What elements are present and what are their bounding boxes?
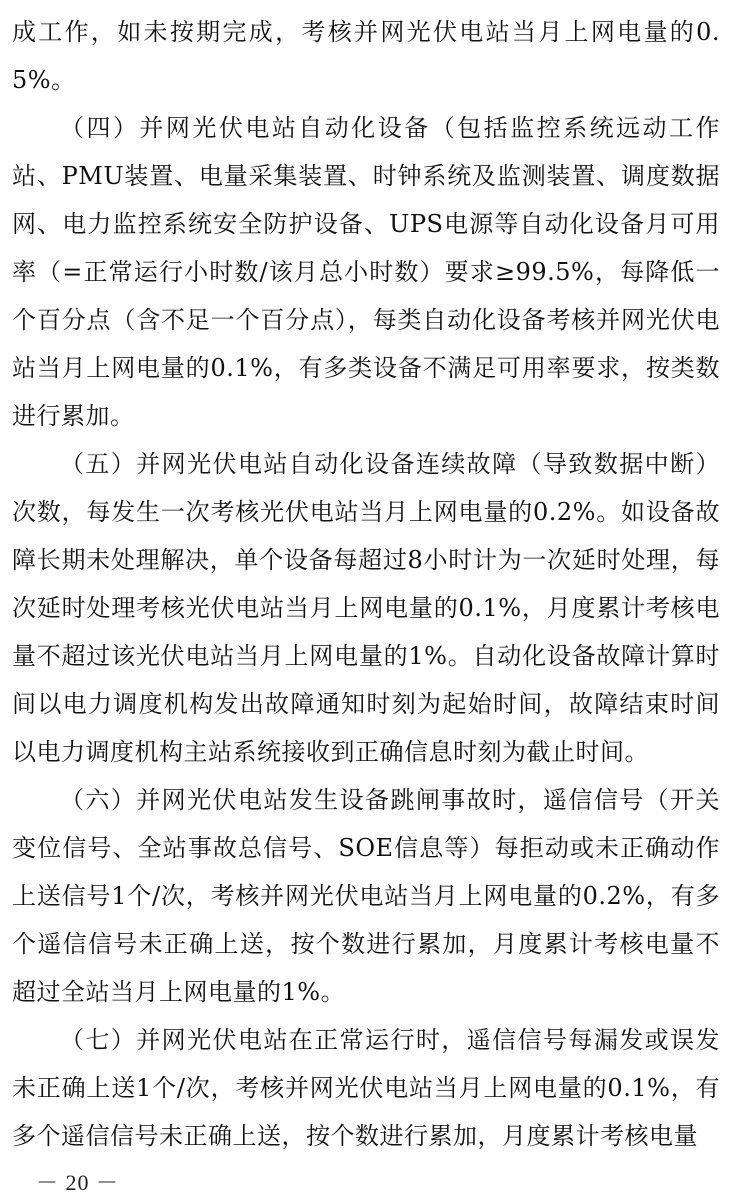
document-page xyxy=(12,0,720,1200)
paragraph-item-5: （五）并网光伏电站自动化设备连续故障（导致数据中断）次数，每发生一次考核光伏电站当月上网电量的0.2%。如设备故障长期未处理解决，单个设备每超过8小时计为一次延时处理，每次延时处理考核光伏电站当月上网电量的0.1%，月度累计考核电量不超过该光伏电站当月上网电量的1%。自动化设备故障计算时间以电力调度机构发出故障通知时刻为起始时间，故障结束时间以电力调度机构主站系统接收到正确信息时刻为截止时间。 xyxy=(12,450,720,766)
paragraph-item-4: （四）并网光伏电站自动化设备（包括监控系统远动工作站、PMU装置、电量采集装置、时钟系统及监测装置、调度数据网、电力监控系统安全防护设备、UPS电源等自动化设备月可用率（=正常运行小时数/该月总小时数）要求≥99.5%，每降低一个百分点（含不足一个百分点），每类自动化设备考核并网光伏电站当月上网电量的0.1%，有多类设备不满足可用率要求，按类数进行累加。 xyxy=(12,114,720,430)
paragraph-item-6: （六）并网光伏电站发生设备跳闸事故时，遥信信号（开关变位信号、全站事故总信号、SOE信息等）每拒动或未正确动作上送信号1个/次，考核并网光伏电站当月上网电量的0.2%，有多个遥信信号未正确上送，按个数进行累加，月度累计考核电量不超过全站当月上网电量的1%。 xyxy=(12,786,720,1006)
paragraph-item-7: （七）并网光伏电站在正常运行时，遥信信号每漏发或误发未正确上送1个/次，考核并网光伏电站当月上网电量的0.1%，有多个遥信信号未正确上送，按个数进行累加，月度累计考核电量 xyxy=(12,1026,720,1150)
page-number: － 20 － xyxy=(36,1170,120,1195)
paragraph-continuation: 成工作，如未按期完成，考核并网光伏电站当月上网电量的0.5%。 xyxy=(12,18,720,94)
